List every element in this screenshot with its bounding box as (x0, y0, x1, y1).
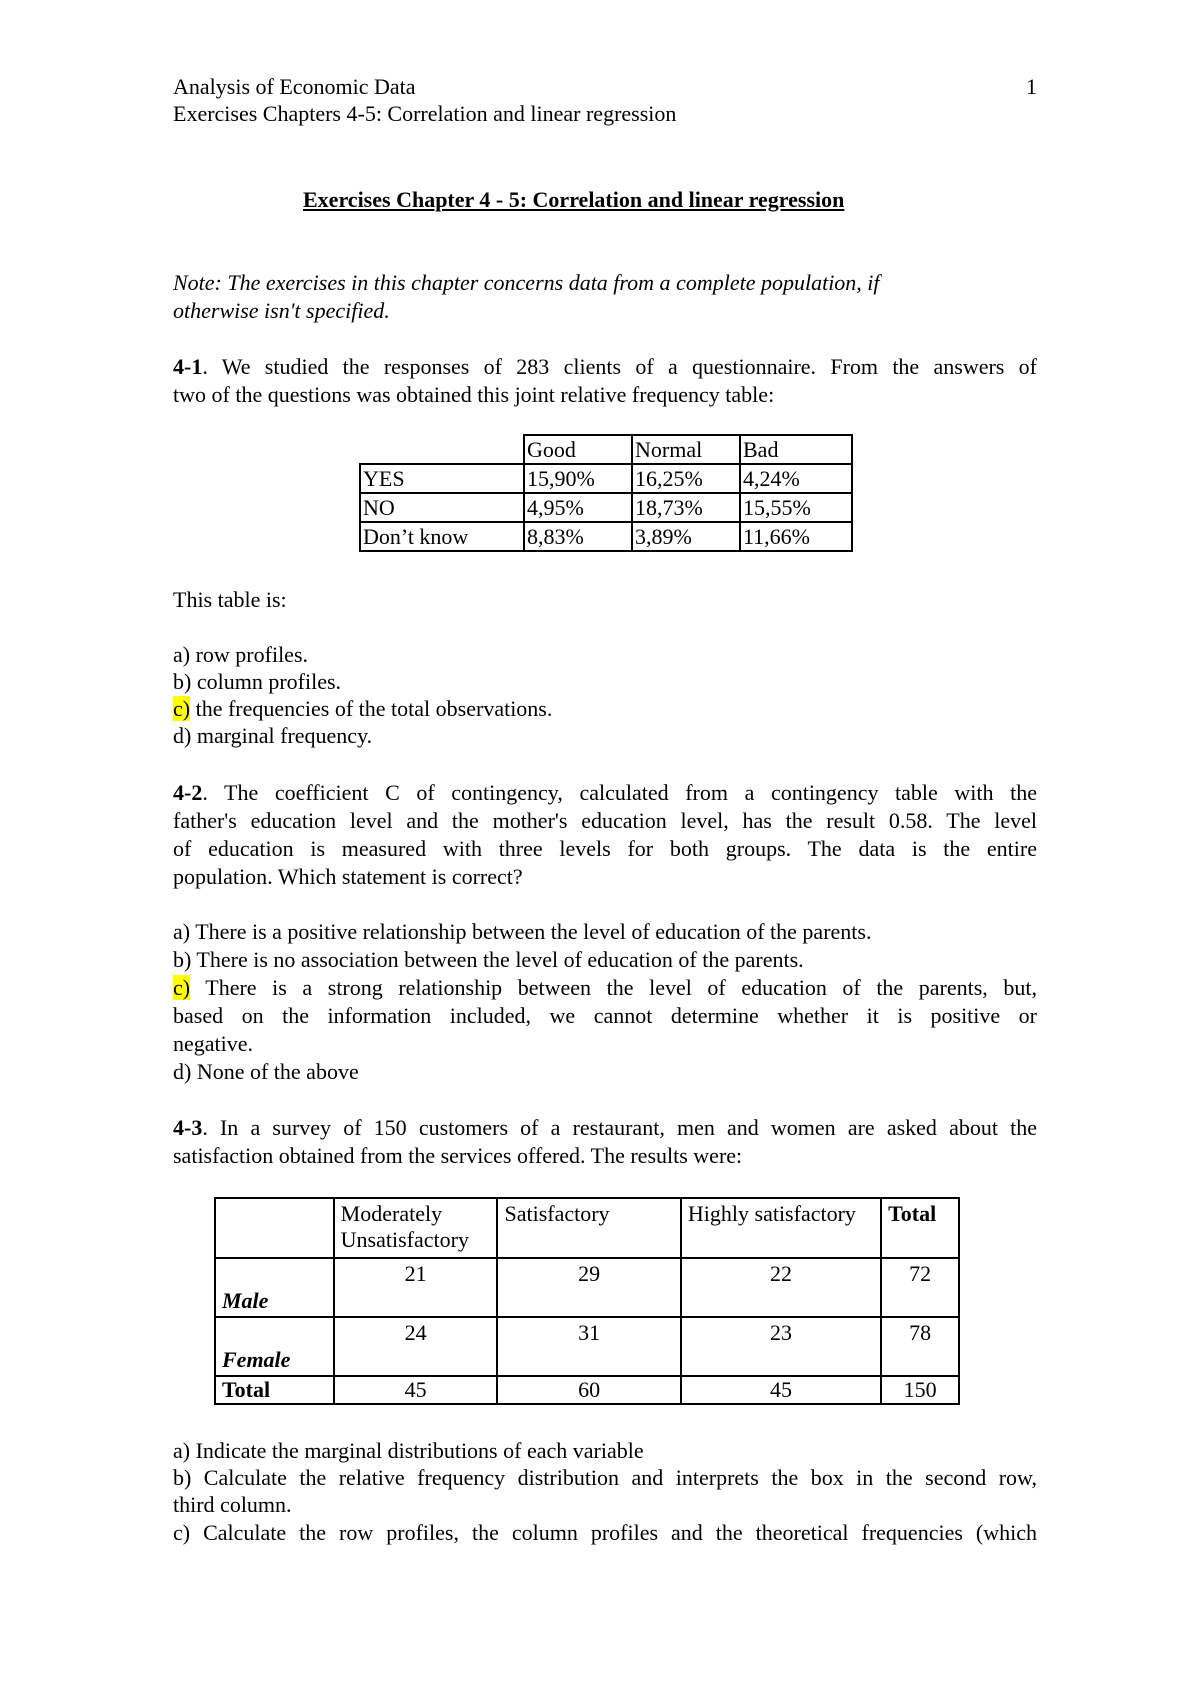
ex2-label: 4-2 (173, 780, 203, 805)
table-cell: 31 (497, 1317, 680, 1376)
ex1-option-c: c) the frequencies of the total observations. (173, 696, 553, 721)
table-cell: 24 (334, 1317, 498, 1376)
page-title: Exercises Chapter 4 - 5: Correlation and linear regression (303, 187, 845, 212)
ex3-item-b: b) Calculate the relative frequency distribution and interprets the box in the second row, (173, 1465, 1037, 1490)
note-line-2: otherwise isn't specified. (173, 298, 390, 323)
ex2-line-1: 4-2. The coefficient C of contingency, calculated from a contingency table with the (173, 780, 1037, 805)
row-header: Male (215, 1258, 334, 1317)
ex3-line-2: satisfaction obtained from the services offered. The results were: (173, 1143, 743, 1168)
note-line-1: Note: The exercises in this chapter concerns data from a complete population, if (173, 270, 880, 295)
ex2-line-4: population. Which statement is correct? (173, 864, 523, 889)
row-header: Female (215, 1317, 334, 1376)
ex2-option-d: d) None of the above (173, 1059, 359, 1084)
table-cell: 4,24% (740, 464, 852, 493)
row-header: Don’t know (360, 522, 524, 551)
ex2-option-a: a) There is a positive relationship between the level of education of the parents. (173, 919, 872, 944)
header-subtitle: Exercises Chapters 4-5: Correlation and linear regression (173, 101, 677, 126)
ex1-line-2: two of the questions was obtained this joint relative frequency table: (173, 382, 775, 407)
table-header-row (215, 1198, 959, 1258)
ex1-option-b: b) column profiles. (173, 669, 342, 694)
column-header: Normal (632, 435, 740, 464)
column-header: Good (524, 435, 632, 464)
table-cell: 15,90% (524, 464, 632, 493)
table-cell: 16,25% (632, 464, 740, 493)
row-header: Total (215, 1376, 334, 1404)
header-course: Analysis of Economic Data (173, 74, 416, 99)
ex1-option-d: d) marginal frequency. (173, 723, 373, 748)
column-header: Moderately Unsatisfactory (334, 1198, 498, 1258)
table-row (215, 1258, 959, 1317)
page-number: 1 (1026, 74, 1037, 99)
table-corner (360, 435, 524, 464)
row-header: YES (360, 464, 524, 493)
ex1-option-a: a) row profiles. (173, 642, 309, 667)
table-cell: 8,83% (524, 522, 632, 551)
ex3-item-c: c) Calculate the row profiles, the column profiles and the theoretical frequencies (which (173, 1520, 1037, 1545)
table-row (360, 522, 852, 551)
table-cell: 4,95% (524, 493, 632, 522)
table-cell: 72 (881, 1258, 959, 1317)
ex1-question: This table is: (173, 587, 287, 612)
column-header: Satisfactory (497, 1198, 680, 1258)
table-cell: 15,55% (740, 493, 852, 522)
table-row (215, 1376, 959, 1404)
ex3-line-1: 4-3. In a survey of 150 customers of a restaurant, men and women are asked about the (173, 1115, 1037, 1140)
table-cell: 45 (334, 1376, 498, 1404)
table-corner (215, 1198, 334, 1258)
ex2-line-2: father's education level and the mother's education level, has the result 0.58. The level (173, 808, 1037, 833)
answer-highlight: c) (173, 696, 191, 721)
ex1-line-1: 4-1. We studied the responses of 283 clients of a questionnaire. From the answers of (173, 354, 1037, 379)
row-header: NO (360, 493, 524, 522)
table-row (360, 493, 852, 522)
table-row (215, 1317, 959, 1376)
column-header: Highly satisfactory (681, 1198, 881, 1258)
ex2-option-b: b) There is no association between the level of education of the parents. (173, 947, 804, 972)
table-cell: 78 (881, 1317, 959, 1376)
table-cell: 22 (681, 1258, 881, 1317)
survey-table (214, 1197, 960, 1405)
ex2-option-c: c) There is a strong relationship between the level of education of the parents, but, (173, 975, 1037, 1000)
table-cell: 150 (881, 1376, 959, 1404)
ex3-item-b-line-2: third column. (173, 1492, 292, 1517)
table-cell: 29 (497, 1258, 680, 1317)
ex3-label: 4-3 (173, 1115, 203, 1140)
table-cell: 11,66% (740, 522, 852, 551)
table-cell: 21 (334, 1258, 498, 1317)
column-header: Total (881, 1198, 959, 1258)
ex2-option-c-line-2: based on the information included, we cannot determine whether it is positive or (173, 1003, 1037, 1028)
joint-frequency-table (359, 434, 853, 552)
ex2-line-3: of education is measured with three levels for both groups. The data is the entire (173, 836, 1037, 861)
table-cell: 60 (497, 1376, 680, 1404)
table-row (360, 464, 852, 493)
ex1-label: 4-1 (173, 354, 203, 379)
table-cell: 45 (681, 1376, 881, 1404)
table-cell: 23 (681, 1317, 881, 1376)
ex2-option-c-line-3: negative. (173, 1031, 254, 1056)
ex3-item-a: a) Indicate the marginal distributions of each variable (173, 1438, 644, 1463)
table-cell: 18,73% (632, 493, 740, 522)
column-header: Bad (740, 435, 852, 464)
table-cell: 3,89% (632, 522, 740, 551)
answer-highlight: c) (173, 975, 191, 1000)
